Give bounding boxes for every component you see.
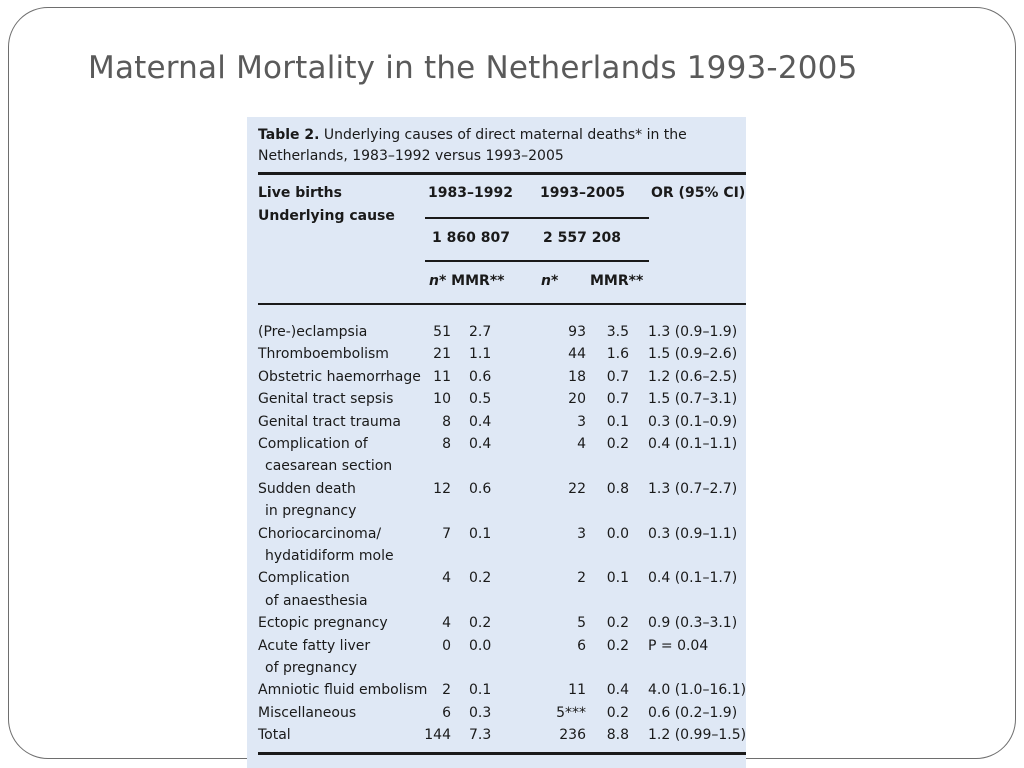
- mmr1-cell: 7.3: [469, 727, 492, 744]
- mmr2-cell: 0.7: [606, 391, 629, 408]
- caption-text: Underlying causes of direct maternal deaths* in the Netherlands, 1983–1992 versus 1993–2005: [258, 127, 687, 164]
- cause-cell: Total: [258, 727, 291, 744]
- mmr1-cell: 0.6: [469, 480, 492, 497]
- mmr1-cell: 0.1: [469, 682, 492, 699]
- or-cell: 1.5 (0.9–2.6): [648, 346, 738, 363]
- n2-cell: 11: [568, 682, 586, 699]
- births-rule: [425, 260, 649, 262]
- n2-cell: 6: [577, 637, 586, 654]
- mmr2-cell: 0.2: [606, 637, 629, 654]
- mmr1-cell: 0.0: [469, 637, 492, 654]
- table-image: [247, 117, 746, 768]
- header-births-2: 2 557 208: [543, 230, 621, 246]
- n2-cell: 18: [568, 368, 586, 385]
- or-cell: 1.5 (0.7–3.1): [648, 391, 738, 408]
- mmr1-cell: 0.3: [469, 704, 492, 721]
- cause-cell-continued: hydatidiform mole: [265, 548, 394, 564]
- mmr2-cell: 0.1: [606, 570, 629, 587]
- caption-label: Table 2.: [258, 127, 320, 143]
- or-cell: 1.2 (0.99–1.5): [648, 727, 746, 744]
- cause-cell-continued: in pregnancy: [265, 503, 357, 520]
- n1-cell: 10: [433, 391, 451, 408]
- cause-cell: Acute fatty liver: [258, 637, 371, 654]
- mmr2-cell: 3.5: [606, 324, 629, 340]
- header-bottom-rule: [258, 303, 746, 305]
- mmr2-cell: 8.8: [606, 727, 629, 744]
- n1-cell: 8: [442, 436, 451, 452]
- mmr1-cell: 0.4: [469, 436, 492, 452]
- cause-cell-continued: of anaesthesia: [265, 592, 368, 609]
- mmr2-cell: 0.7: [606, 368, 629, 385]
- n1-cell: 11: [433, 368, 451, 385]
- n2-cell: 5***: [556, 704, 586, 721]
- mmr1-cell: 0.4: [469, 413, 492, 430]
- n2-cell: 3: [577, 525, 586, 542]
- n2-cell: 20: [568, 391, 586, 408]
- header-n1-label: n*: [429, 273, 447, 289]
- or-cell: 0.4 (0.1–1.1): [648, 436, 738, 452]
- mmr1-cell: 0.2: [469, 615, 492, 632]
- n1-cell: 144: [424, 727, 451, 744]
- or-cell: 0.9 (0.3–3.1): [648, 615, 738, 632]
- or-cell: 1.2 (0.6–2.5): [648, 368, 738, 385]
- cause-cell: Obstetric haemorrhage: [258, 368, 421, 385]
- or-cell: 0.4 (0.1–1.7): [648, 570, 738, 587]
- or-cell: 1.3 (0.7–2.7): [648, 480, 738, 497]
- n1-cell: 2: [442, 682, 451, 699]
- mmr2-cell: 0.1: [606, 413, 629, 430]
- header-n2-label: n*: [541, 273, 559, 289]
- or-cell: 1.3 (0.9–1.9): [648, 324, 738, 340]
- header-underlying-cause: Underlying cause: [258, 208, 395, 224]
- header-n2: [541, 273, 558, 290]
- n1-cell: 4: [442, 570, 451, 587]
- cause-cell: Miscellaneous: [258, 704, 357, 721]
- top-rule: [258, 172, 746, 175]
- mmr1-cell: 0.5: [469, 391, 492, 408]
- mmr1-cell: 2.7: [469, 324, 492, 340]
- or-cell: 4.0 (1.0–16.1): [648, 682, 746, 699]
- slide-title: Maternal Mortality in the Netherlands 1993-2005: [88, 50, 858, 86]
- n1-cell: 6: [442, 704, 451, 721]
- cause-cell: Thromboembolism: [258, 346, 389, 363]
- cause-cell: Sudden death: [258, 480, 356, 497]
- mmr2-cell: 1.6: [606, 346, 629, 363]
- cause-cell-continued: of pregnancy: [265, 660, 358, 676]
- cause-cell: (Pre-)eclampsia: [258, 324, 368, 340]
- n2-cell: 44: [568, 346, 586, 363]
- or-cell: 0.3 (0.9–1.1): [648, 525, 738, 542]
- n1-cell: 7: [442, 525, 451, 542]
- cause-cell: Ectopic pregnancy: [258, 615, 388, 632]
- mmr1-cell: 0.2: [469, 570, 492, 587]
- mmr2-cell: 0.0: [606, 525, 629, 542]
- n2-cell: 4: [577, 436, 586, 452]
- n2-cell: 236: [559, 727, 586, 744]
- cause-cell-continued: caesarean section: [265, 458, 393, 475]
- mmr2-cell: 0.4: [606, 682, 629, 699]
- n1-cell: 21: [433, 346, 451, 363]
- header-or: OR (95% CI): [651, 185, 746, 201]
- header-live-births: Live births: [258, 185, 342, 201]
- or-cell: 0.3 (0.1–0.9): [648, 413, 738, 430]
- period-rule: [425, 217, 649, 219]
- header-period-1: 1983–1992: [428, 185, 513, 201]
- cause-cell: Genital tract trauma: [258, 413, 402, 430]
- n1-cell: 0: [442, 637, 451, 654]
- n1-cell: 8: [442, 413, 451, 430]
- or-cell: P = 0.04: [648, 637, 709, 654]
- cause-cell: Complication: [258, 570, 350, 587]
- header-n1: [429, 273, 504, 290]
- n1-cell: 4: [442, 615, 451, 632]
- bottom-rule: [258, 752, 746, 755]
- cause-cell: Genital tract sepsis: [258, 391, 394, 408]
- n2-cell: 3: [577, 413, 586, 430]
- n2-cell: 22: [568, 480, 586, 497]
- mmr2-cell: 0.2: [606, 704, 629, 721]
- mmr2-cell: 0.2: [606, 436, 629, 452]
- mmr1-cell: 0.6: [469, 368, 492, 385]
- header-mmr1-label: MMR**: [451, 273, 505, 289]
- cause-cell: Amniotic fluid embolism: [258, 682, 428, 699]
- cause-cell: Choriocarcinoma/: [258, 525, 382, 542]
- cause-cell: Complication of: [258, 436, 368, 452]
- mmr2-cell: 0.8: [606, 480, 629, 497]
- header-period-2: 1993–2005: [540, 185, 625, 201]
- mmr1-cell: 0.1: [469, 525, 492, 542]
- n2-cell: 93: [568, 324, 586, 340]
- mmr2-cell: 0.2: [606, 615, 629, 632]
- or-cell: 0.6 (0.2–1.9): [648, 704, 738, 721]
- header-births-1: 1 860 807: [432, 230, 510, 246]
- table-caption: [258, 125, 698, 167]
- n1-cell: 12: [433, 480, 451, 497]
- n2-cell: 2: [577, 570, 586, 587]
- n2-cell: 5: [577, 615, 586, 632]
- header-mmr2: MMR**: [590, 273, 644, 289]
- n1-cell: 51: [433, 324, 451, 340]
- mmr1-cell: 1.1: [469, 346, 492, 363]
